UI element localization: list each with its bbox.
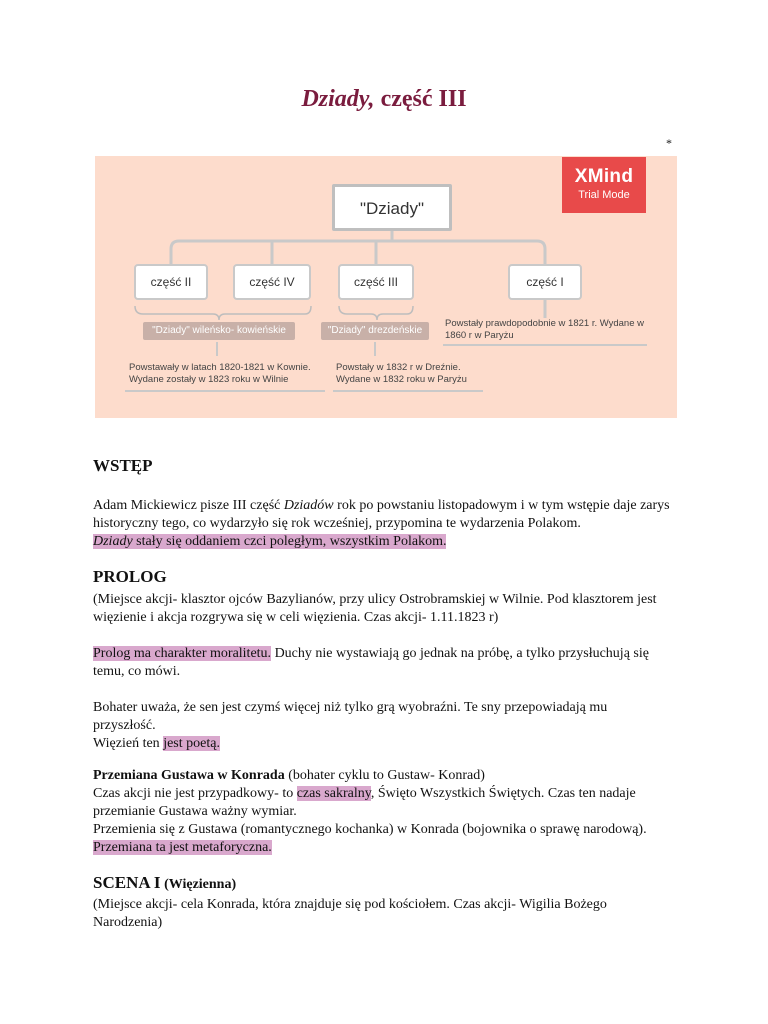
node-czesc-2: część II (134, 264, 208, 300)
title-italic: Dziady, (301, 86, 375, 112)
wstep-p2-b: stały się oddaniem czci poległym, wszystkim Polakom. (132, 534, 447, 549)
wstep-highlight-line (93, 533, 673, 551)
przemiana-heading-line (93, 767, 673, 785)
scena1-p1: (Miejsce akcji- cela Konrada, która znajduje się pod kościołem. Czas akcji- Wigilia Bożego Narodzenia) (93, 897, 607, 930)
heading-prolog: PROLOG (93, 567, 167, 586)
wstep-p1-italic: Dziadów (283, 498, 334, 513)
wstep-p2-italic: Dziady (93, 534, 133, 549)
tag-wilenskie: "Dziady" wileńsko- kowieńskie (143, 322, 295, 340)
title-rest: część III (374, 86, 467, 112)
scena1-heading-line (93, 874, 673, 894)
badge-brand: XMind (574, 166, 634, 187)
mindmap-image (95, 156, 677, 418)
prolog-p2 (93, 645, 673, 681)
brace-drezdenskie (339, 306, 413, 320)
przemiana-l2: Przemienia się z Gustawa (romantycznego kochanka) w Konrada (bojownika o sprawę narodową). (93, 822, 647, 837)
connector-lines (171, 231, 545, 264)
heading-wstep: WSTĘP (93, 456, 153, 475)
tag-drezdenskie: "Dziady" drezdeńskie (321, 322, 429, 340)
note-wilenskie: Powstawały w latach 1820-1821 w Kownie. Wydane zostały w 1823 roku w Wilnie (129, 362, 311, 385)
highlight-poeta: jest poetą. (163, 736, 220, 751)
heading-scena-1-sub: (Więzienna) (160, 877, 237, 892)
asterisk-mark: * (666, 136, 672, 150)
prolog-p3: Bohater uważa, że sen jest czymś więcej niż tylko grą wyobraźni. Te sny przepowiadają mu przyszłość. (93, 700, 608, 733)
node-czesc-4: część IV (233, 264, 311, 300)
prolog-p2-b: Duchy nie wystawiają go jednak na próbę, a tylko przysłuchują się temu, co mówi. (93, 646, 649, 679)
prolog-p4 (93, 735, 673, 753)
prolog-text (93, 591, 673, 753)
highlight-moralitet: Prolog ma charakter moralitetu. (93, 646, 272, 661)
note-czesc-1: Powstały prawdopodobnie w 1821 r. Wydane w 1860 r w Paryżu (445, 318, 645, 341)
note-drezdenskie: Powstały w 1832 r w Dreźnie. Wydane w 1832 roku w Paryżu (336, 362, 467, 385)
wstep-p1-a: Adam Mickiewicz pisze III część (93, 498, 284, 513)
page-title (0, 86, 768, 113)
xmind-badge (562, 157, 646, 213)
node-czesc-1: część I (508, 264, 582, 300)
prolog-p1: (Miejsce akcji- klasztor ojców Bazylianów, przy ulicy Ostrobramskiej w Wilnie. Pod klasztorem jest więzienie i akcja rozgrywa się w celi więzienia. Czas akcji- 1.11.1823 r) (93, 592, 657, 625)
brace-wilenskie (135, 306, 311, 320)
przemiana-l3 (93, 839, 673, 857)
wstep-text (93, 497, 673, 551)
przemiana-heading-rest: (bohater cyklu to Gustaw- Konrad) (284, 768, 485, 783)
highlight-czas-sakralny: czas sakralny (296, 786, 371, 801)
node-czesc-3: część III (338, 264, 414, 300)
node-root: "Dziady" (332, 184, 452, 231)
highlight-metaforyczna: Przemiana ta jest metaforyczna. (93, 840, 272, 855)
wstep-paragraph (93, 497, 673, 533)
przemiana-l1-a: Czas akcji nie jest przypadkowy- to (93, 786, 297, 801)
przemiana-section (93, 767, 673, 857)
scena1-text (93, 896, 673, 932)
przemiana-l1 (93, 785, 673, 821)
wstep-p1-c: rok po powstaniu listopadowym i w tym wstępie daje zarys historyczny tego, co wydarzyło się rok wcześniej, przypomina te wydarzenia Polakom. (93, 498, 670, 531)
heading-scena-1: SCENA I (93, 873, 161, 892)
heading-przemiana: Przemiana Gustawa w Konrada (93, 768, 285, 783)
prolog-p4-a: Więzień ten (93, 736, 164, 751)
badge-mode: Trial Mode (578, 189, 630, 201)
przemiana-l1-c: , Święto Wszystkich Świętych. Czas ten nadaje przemianie Gustawa ważny wymiar. (93, 786, 636, 819)
highlight-dziady (93, 534, 446, 549)
